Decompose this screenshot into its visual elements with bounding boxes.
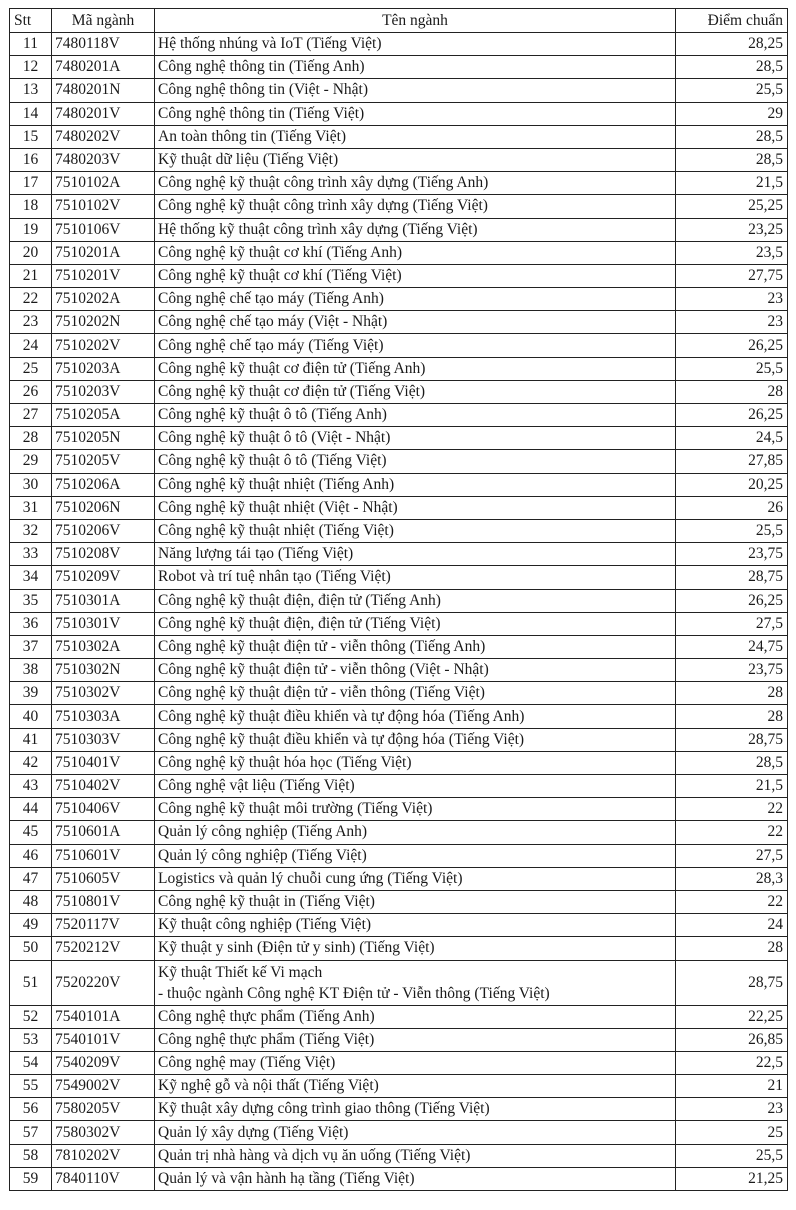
row-name: Kỹ nghệ gỗ và nội thất (Tiếng Việt) [155, 1075, 676, 1098]
row-name: Công nghệ thực phẩm (Tiếng Việt) [155, 1028, 676, 1051]
row-code: 7510303A [52, 705, 155, 728]
row-stt: 15 [10, 125, 52, 148]
row-stt: 11 [10, 33, 52, 56]
row-name: Công nghệ kỹ thuật hóa học (Tiếng Việt) [155, 751, 676, 774]
row-name: Kỹ thuật công nghiệp (Tiếng Việt) [155, 914, 676, 937]
row-name: Năng lượng tái tạo (Tiếng Việt) [155, 543, 676, 566]
row-score: 27,75 [676, 264, 788, 287]
row-score: 22 [676, 821, 788, 844]
row-stt: 30 [10, 473, 52, 496]
row-stt: 20 [10, 241, 52, 264]
table-row [10, 659, 788, 682]
row-stt: 49 [10, 914, 52, 937]
row-score: 23 [676, 1098, 788, 1121]
row-score: 25,5 [676, 79, 788, 102]
row-code: 7510202A [52, 288, 155, 311]
row-code: 7480202V [52, 125, 155, 148]
table-row [10, 102, 788, 125]
row-code: 7510205N [52, 427, 155, 450]
table-row [10, 914, 788, 937]
table-row [10, 1051, 788, 1074]
row-name: Công nghệ thực phẩm (Tiếng Anh) [155, 1005, 676, 1028]
row-code: 7510301A [52, 589, 155, 612]
row-stt: 47 [10, 867, 52, 890]
row-name: Công nghệ thông tin (Tiếng Việt) [155, 102, 676, 125]
row-name: Công nghệ thông tin (Tiếng Anh) [155, 56, 676, 79]
row-code: 7510401V [52, 751, 155, 774]
row-stt: 50 [10, 937, 52, 960]
row-stt: 38 [10, 659, 52, 682]
table-row [10, 172, 788, 195]
row-code: 7510302N [52, 659, 155, 682]
row-code: 7510303V [52, 728, 155, 751]
table-row [10, 1121, 788, 1144]
row-name: Hệ thống nhúng và IoT (Tiếng Việt) [155, 33, 676, 56]
table-row [10, 380, 788, 403]
row-score: 28,3 [676, 867, 788, 890]
table-row [10, 867, 788, 890]
row-name: Quản lý xây dựng (Tiếng Việt) [155, 1121, 676, 1144]
row-name: Công nghệ kỹ thuật điều khiển và tự động hóa (Tiếng Anh) [155, 705, 676, 728]
row-score: 28 [676, 937, 788, 960]
row-stt: 22 [10, 288, 52, 311]
row-name: Công nghệ kỹ thuật cơ khí (Tiếng Anh) [155, 241, 676, 264]
row-stt: 31 [10, 496, 52, 519]
row-code: 7520220V [52, 960, 155, 1005]
table-row [10, 844, 788, 867]
row-code: 7480118V [52, 33, 155, 56]
row-name: Quản lý công nghiệp (Tiếng Anh) [155, 821, 676, 844]
row-score: 23,25 [676, 218, 788, 241]
row-code: 7549002V [52, 1075, 155, 1098]
row-score: 23,5 [676, 241, 788, 264]
row-stt: 41 [10, 728, 52, 751]
table-row [10, 543, 788, 566]
header-score: Điểm chuẩn [676, 9, 788, 33]
row-stt: 35 [10, 589, 52, 612]
row-stt: 57 [10, 1121, 52, 1144]
row-code: 7510601V [52, 844, 155, 867]
row-score: 28 [676, 380, 788, 403]
table-row [10, 566, 788, 589]
row-score: 28,5 [676, 148, 788, 171]
row-code: 7510206N [52, 496, 155, 519]
row-name: Công nghệ kỹ thuật cơ điện tử (Tiếng Anh) [155, 357, 676, 380]
row-score: 28,75 [676, 566, 788, 589]
row-stt: 53 [10, 1028, 52, 1051]
row-stt: 54 [10, 1051, 52, 1074]
row-stt: 55 [10, 1075, 52, 1098]
row-name: Công nghệ kỹ thuật nhiệt (Tiếng Anh) [155, 473, 676, 496]
table-row [10, 241, 788, 264]
table-row [10, 775, 788, 798]
table-row [10, 682, 788, 705]
row-name: Robot và trí tuệ nhân tạo (Tiếng Việt) [155, 566, 676, 589]
row-score: 21,25 [676, 1167, 788, 1190]
row-name-line2: - thuộc ngành Công nghệ KT Điện tử - Viễn thông (Tiếng Việt) [158, 984, 550, 1002]
row-code: 7520117V [52, 914, 155, 937]
row-score: 21,5 [676, 172, 788, 195]
row-name: Quản lý công nghiệp (Tiếng Việt) [155, 844, 676, 867]
row-score: 22 [676, 798, 788, 821]
table-row [10, 264, 788, 287]
row-score: 21 [676, 1075, 788, 1098]
row-code: 7510406V [52, 798, 155, 821]
row-name: Công nghệ kỹ thuật điện, điện tử (Tiếng Việt) [155, 612, 676, 635]
row-name: Hệ thống kỹ thuật công trình xây dựng (Tiếng Việt) [155, 218, 676, 241]
row-name: Công nghệ kỹ thuật điện, điện tử (Tiếng Anh) [155, 589, 676, 612]
row-stt: 28 [10, 427, 52, 450]
row-stt: 39 [10, 682, 52, 705]
header-code: Mã ngành [52, 9, 155, 33]
row-score: 25 [676, 1121, 788, 1144]
row-name-line1: Kỹ thuật Thiết kế Vi mạch [158, 963, 323, 981]
table-row [10, 751, 788, 774]
row-code: 7510402V [52, 775, 155, 798]
row-stt: 40 [10, 705, 52, 728]
row-name: Công nghệ vật liệu (Tiếng Việt) [155, 775, 676, 798]
row-stt: 33 [10, 543, 52, 566]
row-score: 24,5 [676, 427, 788, 450]
row-stt: 14 [10, 102, 52, 125]
row-name: Công nghệ thông tin (Việt - Nhật) [155, 79, 676, 102]
row-code: 7840110V [52, 1167, 155, 1190]
table-row [10, 937, 788, 960]
row-stt: 36 [10, 612, 52, 635]
row-code: 7510106V [52, 218, 155, 241]
row-score: 28,75 [676, 728, 788, 751]
row-code: 7480201V [52, 102, 155, 125]
row-score: 23 [676, 288, 788, 311]
row-name: Công nghệ kỹ thuật in (Tiếng Việt) [155, 890, 676, 913]
row-stt: 42 [10, 751, 52, 774]
row-name: An toàn thông tin (Tiếng Việt) [155, 125, 676, 148]
row-name: Kỹ thuật y sinh (Điện tử y sinh) (Tiếng Việt) [155, 937, 676, 960]
table-row [10, 1028, 788, 1051]
row-code: 7810202V [52, 1144, 155, 1167]
table-row [10, 960, 788, 1005]
table-row [10, 450, 788, 473]
row-code: 7480201A [52, 56, 155, 79]
header-stt: Stt [10, 9, 52, 33]
row-score: 26,85 [676, 1028, 788, 1051]
row-name: Công nghệ kỹ thuật nhiệt (Việt - Nhật) [155, 496, 676, 519]
row-score: 26,25 [676, 404, 788, 427]
admission-score-sheet [9, 8, 787, 1191]
header-name: Tên ngành [155, 9, 676, 33]
row-score: 22,25 [676, 1005, 788, 1028]
table-row [10, 311, 788, 334]
row-stt: 43 [10, 775, 52, 798]
row-name: Kỹ thuật dữ liệu (Tiếng Việt) [155, 148, 676, 171]
row-code: 7510601A [52, 821, 155, 844]
row-score: 28,75 [676, 960, 788, 1005]
row-score: 28,5 [676, 56, 788, 79]
row-code: 7510203A [52, 357, 155, 380]
row-name: Quản trị nhà hàng và dịch vụ ăn uống (Tiếng Việt) [155, 1144, 676, 1167]
row-code: 7480203V [52, 148, 155, 171]
table-row [10, 427, 788, 450]
row-code: 7510205V [52, 450, 155, 473]
row-name: Công nghệ kỹ thuật ô tô (Tiếng Việt) [155, 450, 676, 473]
table-row [10, 612, 788, 635]
row-stt: 13 [10, 79, 52, 102]
row-code: 7510102A [52, 172, 155, 195]
row-stt: 18 [10, 195, 52, 218]
row-stt: 51 [10, 960, 52, 1005]
table-row [10, 1005, 788, 1028]
table-row [10, 473, 788, 496]
row-stt: 19 [10, 218, 52, 241]
row-score: 25,5 [676, 519, 788, 542]
table-row [10, 1167, 788, 1190]
row-stt: 44 [10, 798, 52, 821]
row-code: 7510209V [52, 566, 155, 589]
table-row [10, 334, 788, 357]
row-name: Logistics và quản lý chuỗi cung ứng (Tiếng Việt) [155, 867, 676, 890]
table-row [10, 404, 788, 427]
table-row [10, 890, 788, 913]
row-score: 25,5 [676, 1144, 788, 1167]
row-code: 7510302A [52, 635, 155, 658]
row-score: 24,75 [676, 635, 788, 658]
row-name: Công nghệ chế tạo máy (Tiếng Việt) [155, 334, 676, 357]
table-row [10, 195, 788, 218]
table-row [10, 1075, 788, 1098]
table-row [10, 148, 788, 171]
row-score: 28,5 [676, 751, 788, 774]
table-row [10, 519, 788, 542]
row-code: 7510206V [52, 519, 155, 542]
row-code: 7510202N [52, 311, 155, 334]
row-code: 7540101V [52, 1028, 155, 1051]
row-stt: 46 [10, 844, 52, 867]
row-score: 26,25 [676, 334, 788, 357]
row-stt: 25 [10, 357, 52, 380]
table-row [10, 705, 788, 728]
row-name: Công nghệ kỹ thuật điều khiển và tự động hóa (Tiếng Việt) [155, 728, 676, 751]
row-name: Công nghệ kỹ thuật điện tử - viễn thông (Tiếng Anh) [155, 635, 676, 658]
row-score: 28 [676, 705, 788, 728]
row-score: 27,5 [676, 844, 788, 867]
row-name: Công nghệ chế tạo máy (Việt - Nhật) [155, 311, 676, 334]
row-score: 24 [676, 914, 788, 937]
row-code: 7510302V [52, 682, 155, 705]
row-code: 7480201N [52, 79, 155, 102]
row-name: Công nghệ kỹ thuật ô tô (Việt - Nhật) [155, 427, 676, 450]
table-row [10, 496, 788, 519]
row-score: 28,25 [676, 33, 788, 56]
row-name [155, 960, 676, 1005]
row-stt: 52 [10, 1005, 52, 1028]
row-name: Công nghệ kỹ thuật công trình xây dựng (Tiếng Anh) [155, 172, 676, 195]
row-name: Công nghệ kỹ thuật ô tô (Tiếng Anh) [155, 404, 676, 427]
row-score: 23 [676, 311, 788, 334]
row-score: 28 [676, 682, 788, 705]
row-name: Công nghệ chế tạo máy (Tiếng Anh) [155, 288, 676, 311]
row-code: 7520212V [52, 937, 155, 960]
row-code: 7510201V [52, 264, 155, 287]
table-row [10, 1098, 788, 1121]
table-row [10, 589, 788, 612]
row-score: 29 [676, 102, 788, 125]
table-row [10, 79, 788, 102]
row-stt: 48 [10, 890, 52, 913]
row-score: 20,25 [676, 473, 788, 496]
row-code: 7510206A [52, 473, 155, 496]
row-name: Quản lý và vận hành hạ tầng (Tiếng Việt) [155, 1167, 676, 1190]
row-score: 23,75 [676, 659, 788, 682]
row-code: 7510208V [52, 543, 155, 566]
table-row [10, 125, 788, 148]
row-score: 25,25 [676, 195, 788, 218]
row-code: 7580302V [52, 1121, 155, 1144]
row-code: 7510202V [52, 334, 155, 357]
row-stt: 26 [10, 380, 52, 403]
row-code: 7540209V [52, 1051, 155, 1074]
row-name: Công nghệ kỹ thuật điện tử - viễn thông (Tiếng Việt) [155, 682, 676, 705]
row-stt: 56 [10, 1098, 52, 1121]
row-stt: 32 [10, 519, 52, 542]
table-row [10, 1144, 788, 1167]
row-score: 26,25 [676, 589, 788, 612]
row-code: 7510201A [52, 241, 155, 264]
row-code: 7510605V [52, 867, 155, 890]
row-name: Công nghệ kỹ thuật công trình xây dựng (Tiếng Việt) [155, 195, 676, 218]
row-stt: 27 [10, 404, 52, 427]
row-name: Công nghệ kỹ thuật môi trường (Tiếng Việt) [155, 798, 676, 821]
row-name: Kỹ thuật xây dựng công trình giao thông (Tiếng Việt) [155, 1098, 676, 1121]
row-score: 27,5 [676, 612, 788, 635]
row-score: 27,85 [676, 450, 788, 473]
table-row [10, 728, 788, 751]
row-score: 28,5 [676, 125, 788, 148]
row-stt: 34 [10, 566, 52, 589]
row-score: 22,5 [676, 1051, 788, 1074]
row-score: 26 [676, 496, 788, 519]
row-stt: 58 [10, 1144, 52, 1167]
row-stt: 17 [10, 172, 52, 195]
row-stt: 21 [10, 264, 52, 287]
row-name: Công nghệ kỹ thuật cơ khí (Tiếng Việt) [155, 264, 676, 287]
row-name: Công nghệ kỹ thuật điện tử - viễn thông (Việt - Nhật) [155, 659, 676, 682]
table-row [10, 56, 788, 79]
row-code: 7580205V [52, 1098, 155, 1121]
row-code: 7510203V [52, 380, 155, 403]
row-stt: 24 [10, 334, 52, 357]
header-row [10, 9, 788, 33]
row-code: 7510102V [52, 195, 155, 218]
table-row [10, 798, 788, 821]
table-row [10, 288, 788, 311]
row-score: 21,5 [676, 775, 788, 798]
table-row [10, 218, 788, 241]
table-row [10, 821, 788, 844]
row-score: 25,5 [676, 357, 788, 380]
row-stt: 59 [10, 1167, 52, 1190]
row-code: 7540101A [52, 1005, 155, 1028]
row-score: 23,75 [676, 543, 788, 566]
row-name: Công nghệ kỹ thuật nhiệt (Tiếng Việt) [155, 519, 676, 542]
row-stt: 45 [10, 821, 52, 844]
row-name: Công nghệ kỹ thuật cơ điện tử (Tiếng Việt) [155, 380, 676, 403]
row-stt: 29 [10, 450, 52, 473]
table-row [10, 33, 788, 56]
row-name: Công nghệ may (Tiếng Việt) [155, 1051, 676, 1074]
table-row [10, 357, 788, 380]
row-stt: 12 [10, 56, 52, 79]
row-score: 22 [676, 890, 788, 913]
row-stt: 16 [10, 148, 52, 171]
row-stt: 23 [10, 311, 52, 334]
table-row [10, 635, 788, 658]
row-code: 7510801V [52, 890, 155, 913]
row-stt: 37 [10, 635, 52, 658]
row-code: 7510301V [52, 612, 155, 635]
score-table [9, 8, 788, 1191]
row-code: 7510205A [52, 404, 155, 427]
